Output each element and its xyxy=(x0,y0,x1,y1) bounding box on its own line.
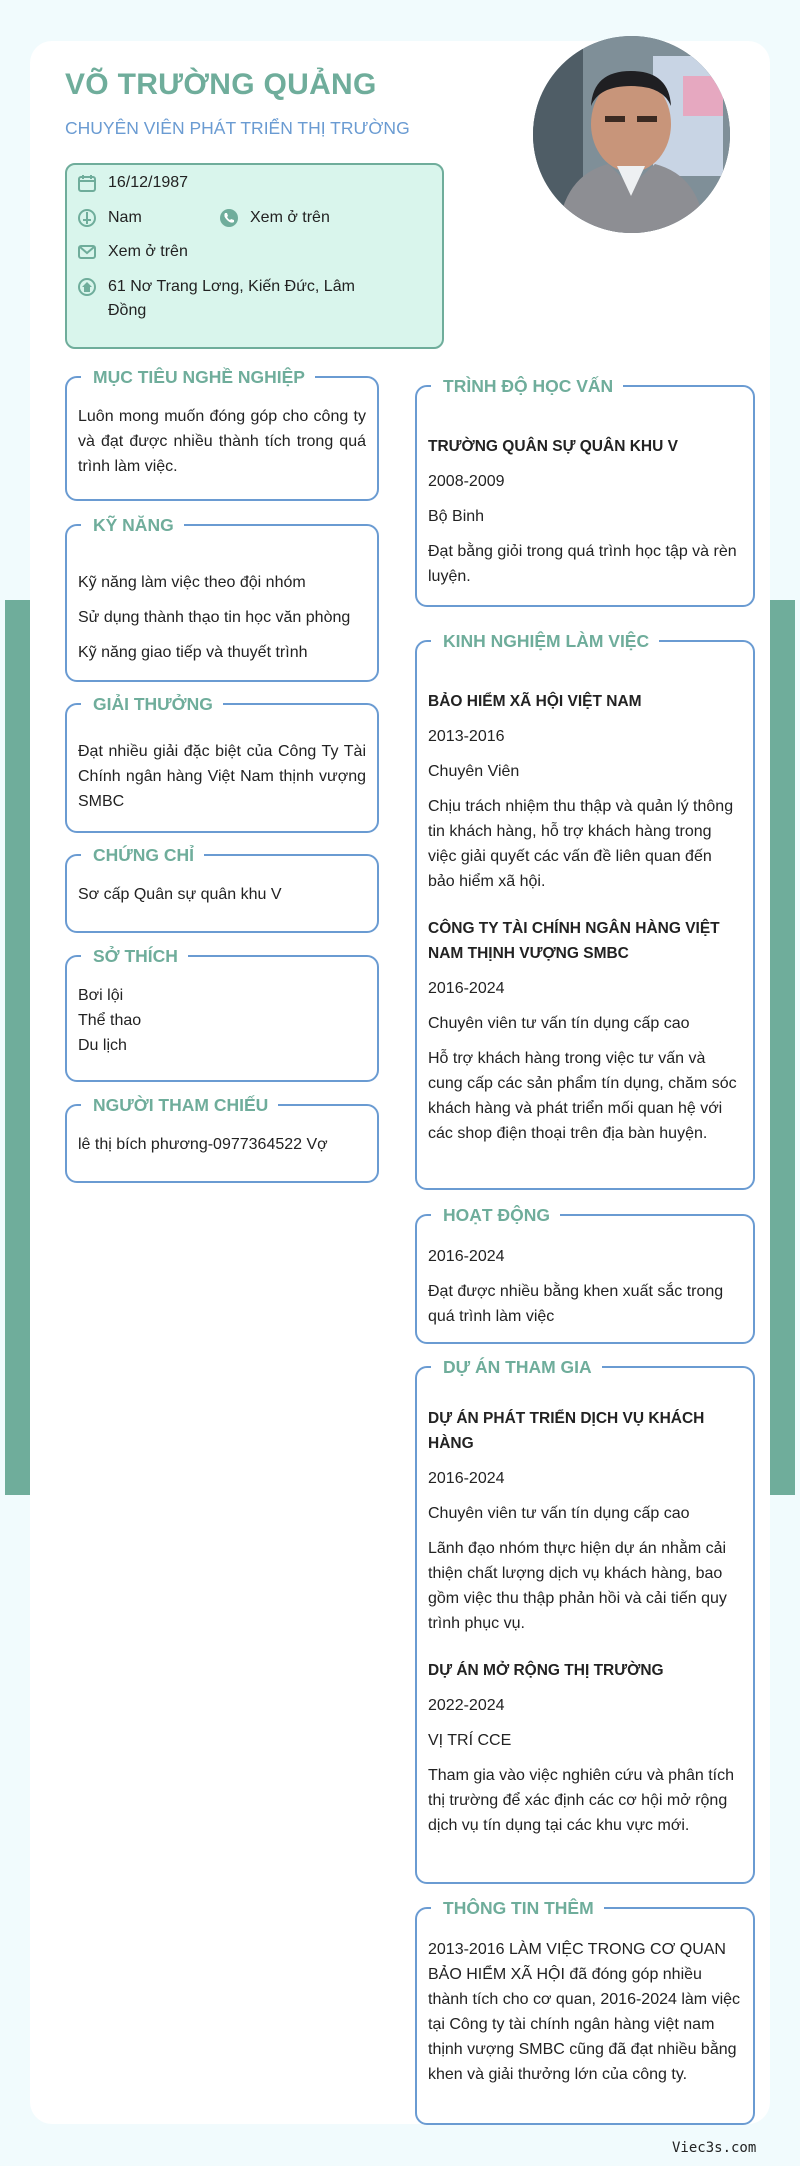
footer-brand: Viec3s.com xyxy=(672,2140,757,2156)
project-name: DỰ ÁN PHÁT TRIỂN DỊCH VỤ KHÁCH HÀNG xyxy=(428,1410,705,1452)
profile-photo-image xyxy=(533,36,730,233)
experience-description: Hỗ trợ khách hàng trong việc tư vấn và cung cấp các sản phẩm tín dụng, chăm sóc khách hàng và phát triển mối quan hệ với các shop điện thoại trên địa bàn huyện. xyxy=(428,1050,737,1142)
references-text: lê thị bích phương-0977364522 Vợ xyxy=(78,1136,328,1153)
project-role: VỊ TRÍ CCE xyxy=(428,1732,512,1749)
email-icon xyxy=(77,242,97,262)
additional-info-title: THÔNG TIN THÊM xyxy=(431,1896,604,1920)
experience-description: Chịu trách nhiệm thu thập và quản lý thông tin khách hàng, hỗ trợ khách hàng trong việc giải quyết các vấn đề liên quan đến bảo hiểm xã hội. xyxy=(428,798,734,890)
candidate-name: VÕ TRƯỜNG QUẢNG xyxy=(65,68,377,101)
left-decor-band xyxy=(5,600,30,1495)
project-description: Lãnh đạo nhóm thực hiện dự án nhằm cải thiện chất lượng dịch vụ khách hàng, bao gồm việc thu thập phản hồi và cải tiến quy trình phục vụ. xyxy=(428,1540,727,1632)
skills-section xyxy=(65,515,379,682)
project-description: Tham gia vào việc nghiên cứu và phân tích thị trường để xác định các cơ hội mở rộng dịch vụ tín dụng tại các khu vực mới. xyxy=(428,1767,734,1834)
experience-title: KINH NGHIỆM LÀM VIỆC xyxy=(431,629,659,653)
address-value: 61 Nơ Trang Lơng, Kiến Đức, Lâm Đồng xyxy=(108,278,355,319)
career-objective-title: MỤC TIÊU NGHỀ NGHIỆP xyxy=(81,365,315,389)
additional-info-section xyxy=(415,1898,755,2125)
certificates-section xyxy=(65,845,379,933)
experience-section xyxy=(415,631,755,1190)
projects-title: DỰ ÁN THAM GIA xyxy=(431,1355,602,1379)
education-major: Bộ Binh xyxy=(428,508,485,525)
awards-section xyxy=(65,694,379,833)
hobby-item: Thể thao xyxy=(78,1012,142,1029)
activities-title: HOẠT ĐỘNG xyxy=(431,1203,560,1227)
certificates-title: CHỨNG CHỈ xyxy=(81,843,204,867)
career-objective-text: Luôn mong muốn đóng góp cho công ty và đạt được nhiều thành tích trong quá trình làm việc. xyxy=(78,408,366,475)
experience-company: BẢO HIỂM XÃ HỘI VIỆT NAM xyxy=(428,693,642,710)
hobbies-section xyxy=(65,946,379,1082)
profile-photo xyxy=(533,36,730,233)
skill-item: Sử dụng thành thạo tin học văn phòng xyxy=(78,609,351,626)
experience-company: CÔNG TY TÀI CHÍNH NGÂN HÀNG VIỆT NAM THỊNH VƯỢNG SMBC xyxy=(428,920,720,962)
references-title: NGƯỜI THAM CHIẾU xyxy=(81,1093,278,1117)
email-value: Xem ở trên xyxy=(108,243,188,260)
hobby-item: Bơi lội xyxy=(78,987,124,1004)
project-role: Chuyên viên tư vấn tín dụng cấp cao xyxy=(428,1505,690,1522)
education-period: 2008-2009 xyxy=(428,473,505,490)
projects-section xyxy=(415,1357,755,1884)
phone-value: Xem ở trên xyxy=(250,209,330,226)
gender-icon xyxy=(77,208,97,228)
job-title: CHUYÊN VIÊN PHÁT TRIỂN THỊ TRƯỜNG xyxy=(65,118,410,138)
gender-value: Nam xyxy=(108,209,142,226)
experience-position: Chuyên viên tư vấn tín dụng cấp cao xyxy=(428,1015,690,1032)
education-description: Đạt bằng giỏi trong quá trình học tập và rèn luyện. xyxy=(428,543,737,585)
calendar-icon xyxy=(77,173,97,193)
awards-title: GIẢI THƯỞNG xyxy=(81,692,223,716)
experience-period: 2016-2024 xyxy=(428,980,505,997)
skill-item: Kỹ năng làm việc theo đội nhóm xyxy=(78,574,306,591)
additional-info-text: 2013-2016 LÀM VIỆC TRONG CƠ QUAN BẢO HIỂM XÃ HỘI đã đóng góp nhiều thành tích cho cơ quan, 2016-2024 làm việc tại Công ty tài chính ngân hàng việt nam thịnh vượng SMBC cũng đã đạt nhiều bằng khen và giải thưởng lớn của công ty. xyxy=(428,1941,741,2083)
birthday-value: 16/12/1987 xyxy=(108,174,189,191)
hobbies-title: SỞ THÍCH xyxy=(81,944,188,968)
phone-icon xyxy=(219,208,239,228)
certificates-text: Sơ cấp Quân sự quân khu V xyxy=(78,886,282,903)
education-section xyxy=(415,376,755,607)
education-school: TRƯỜNG QUÂN SỰ QUÂN KHU V xyxy=(428,438,678,455)
awards-text: Đạt nhiều giải đặc biệt của Công Ty Tài Chính ngân hàng Việt Nam thịnh vượng SMBC xyxy=(78,743,366,810)
project-period: 2022-2024 xyxy=(428,1697,505,1714)
location-icon xyxy=(77,277,97,297)
skills-title: KỸ NĂNG xyxy=(81,513,184,537)
experience-position: Chuyên Viên xyxy=(428,763,520,780)
career-objective-section xyxy=(65,367,379,501)
activities-period: 2016-2024 xyxy=(428,1248,505,1265)
references-section xyxy=(65,1095,379,1183)
activities-description: Đạt được nhiều bằng khen xuất sắc trong quá trình làm việc xyxy=(428,1283,724,1325)
right-decor-band xyxy=(770,600,795,1495)
activities-section xyxy=(415,1205,755,1344)
project-period: 2016-2024 xyxy=(428,1470,505,1487)
hobby-item: Du lịch xyxy=(78,1037,127,1054)
skill-item: Kỹ năng giao tiếp và thuyết trình xyxy=(78,644,308,661)
experience-period: 2013-2016 xyxy=(428,728,505,745)
project-name: DỰ ÁN MỞ RỘNG THỊ TRƯỜNG xyxy=(428,1662,664,1679)
education-title: TRÌNH ĐỘ HỌC VẤN xyxy=(431,374,623,398)
personal-info-card xyxy=(65,163,444,349)
